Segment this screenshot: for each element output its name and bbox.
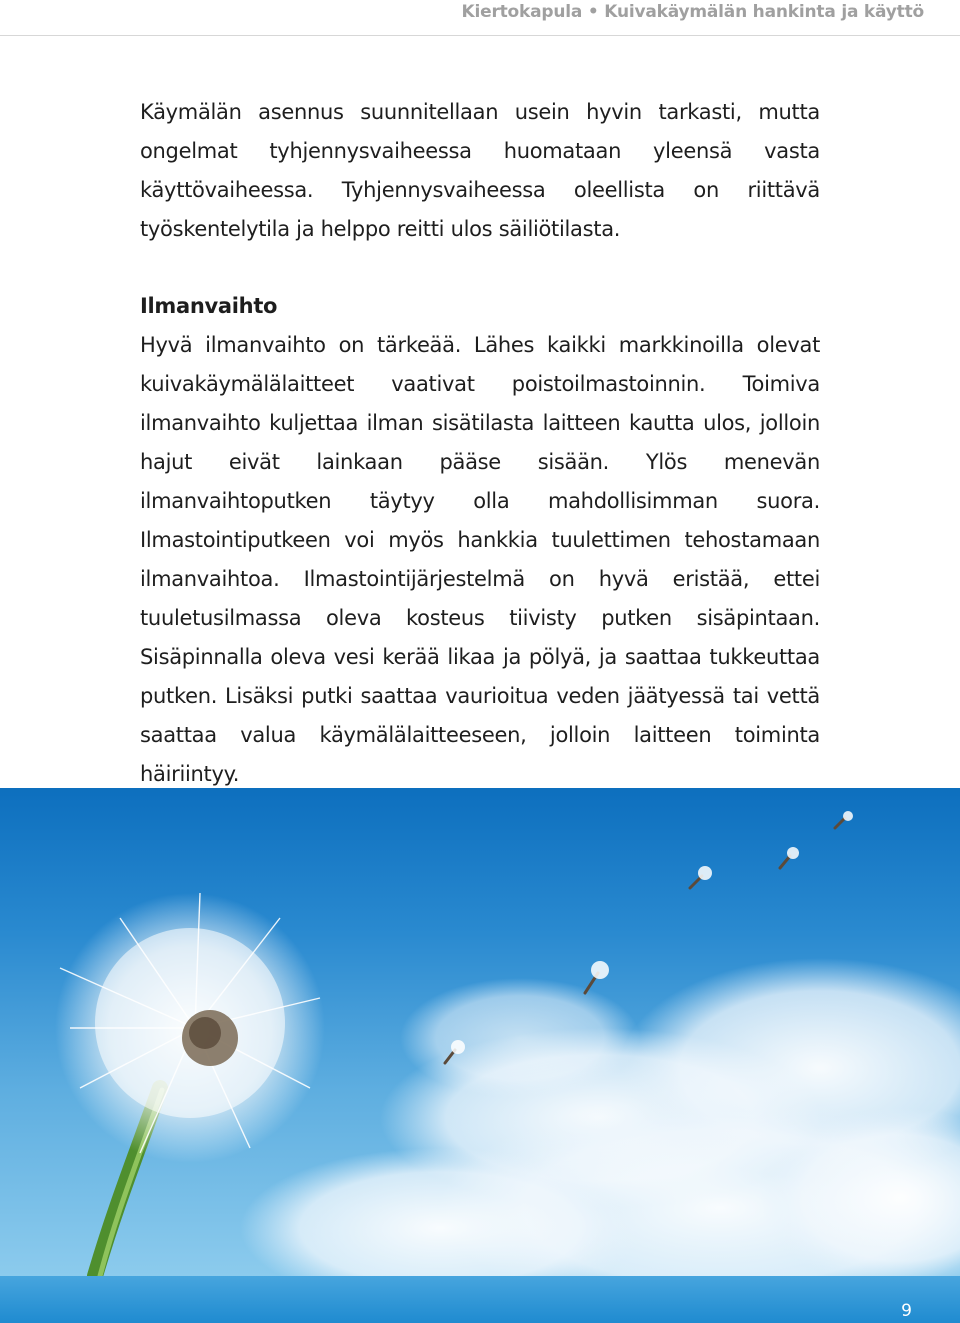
section-heading: Ilmanvaihto (140, 294, 278, 318)
intro-paragraph: Käymälän asennus suunnitellaan usein hyvin tarkasti, mutta ongelmat tyhjennysvaiheessa huomataan yleensä vasta käyttövaiheessa. Tyhjennysvaiheessa oleellista on riittävä työskentelytila ja helppo reitti ulos säiliötilasta. (140, 100, 820, 241)
dandelion-illustration (0, 788, 960, 1276)
ventilation-paragraph: Hyvä ilmanvaihto on tärkeää. Lähes kaikki markkinoilla olevat kuivakäymälälaitteet vaativat poistoilmastoinnin. Toimiva ilmanvaihto kuljettaa ilman sisätilasta laitteen kautta ulos, jolloin hajut eivät lainkaan pääse sisään. Ylös menevän ilmanvaihtoputken täytyy olla mahdollisimman suora. Ilmastointiputkeen voi myös hankkia tuulettimen tehostamaan ilmanvaihtoa. Ilmastointijärjestelmä on hyvä eristää, ettei tuuletusilmassa oleva kosteus tiivisty putken sisäpintaan. Sisäpinnalla oleva vesi kerää likaa ja pölyä, ja saattaa tukkeuttaa putken. Lisäksi putki saattaa vaurioitua veden jäätyessä tai vettä saattaa valua käymälälaitteeseen, jolloin laitteen toiminta häiriintyy. (140, 333, 820, 786)
article-body (140, 93, 820, 794)
running-header: Kiertokapula • Kuivakäymälän hankinta ja käyttö (461, 2, 924, 22)
dandelion-photo (0, 788, 960, 1276)
page-number: 9 (901, 1301, 912, 1321)
seed-head (55, 893, 325, 1163)
clouds (240, 958, 960, 1276)
header-divider (0, 35, 960, 36)
footer-band (0, 1276, 960, 1323)
